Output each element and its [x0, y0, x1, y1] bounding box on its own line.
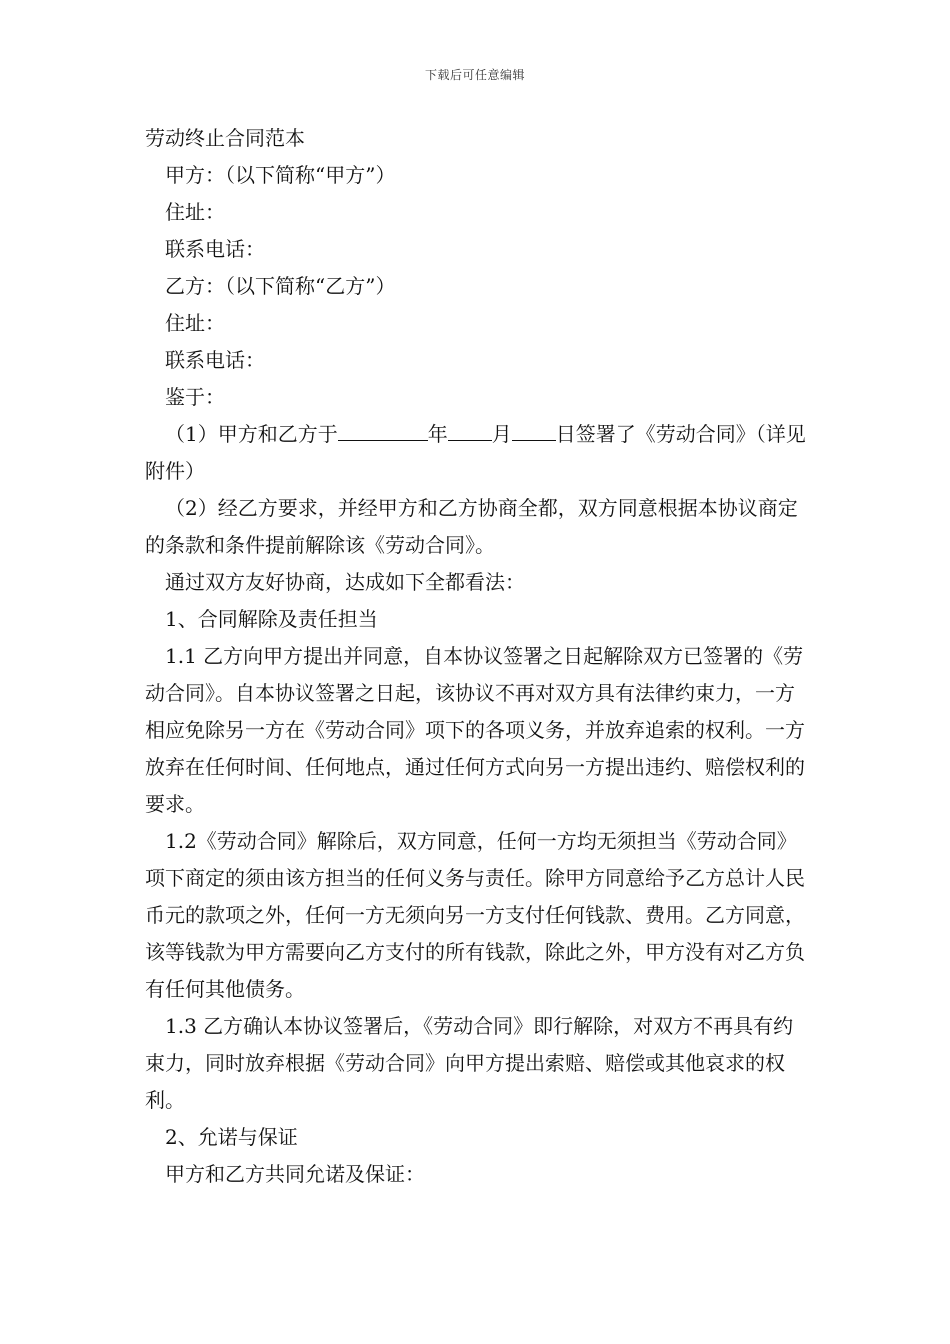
party-a-address: 住址：: [165, 200, 225, 224]
party-b-line: 乙方：（以下简称“乙方”）: [165, 274, 396, 298]
day-blank: [512, 418, 556, 441]
clause-1-month-label: 月: [491, 422, 512, 446]
year-blank: [338, 418, 428, 441]
item-1-1: 1.1 乙方向甲方提出并同意，自本协议签署之日起解除双方已签署的《劳动合同》。自本协议签署之日起，该协议不再对双方具有法律约束力，一方相应免除另一方在《劳动合同》项下的各项义务，并放弃追索的权利。一方放弃在任何时间、任何地点，通过任何方式向另一方提出违约、赔偿权利的要求。: [145, 644, 805, 816]
document-body: [145, 120, 807, 1193]
clause-2: （2）经乙方要求，并经甲方和乙方协商全都，双方同意根据本协议商定的条款和条件提前解除该《劳动合同》。: [145, 496, 798, 557]
clause-1-year-label: 年: [427, 422, 448, 446]
party-b-phone: 联系电话：: [165, 348, 265, 372]
clause-1: [145, 416, 807, 490]
whereas-heading: 鉴于：: [165, 385, 225, 409]
party-a-phone: 联系电话：: [165, 237, 265, 261]
month-blank: [448, 418, 492, 441]
item-1-3: 1.3 乙方确认本协议签署后，《劳动合同》即行解除，对双方不再具有约束力，同时放弃根据《劳动合同》向甲方提出索赔、赔偿或其他哀求的权利。: [145, 1014, 794, 1112]
clause-1-prefix: （1）甲方和乙方于: [165, 422, 338, 446]
section-2-heading: 2、允诺与保证: [165, 1125, 298, 1149]
page-header: 下载后可任意编辑: [424, 68, 525, 82]
party-a-line: 甲方：（以下简称“甲方”）: [165, 163, 396, 187]
agreement-intro: 通过双方友好协商，达成如下全都看法：: [165, 570, 525, 594]
clause-1-suffix: 日签署了《劳动合同》（详见附件）: [145, 422, 806, 483]
section-1-heading: 1、合同解除及责任担当: [165, 607, 378, 631]
section-2-intro: 甲方和乙方共同允诺及保证：: [165, 1162, 425, 1186]
item-1-2: 1.2《劳动合同》解除后，双方同意，任何一方均无须担当《劳动合同》项下商定的须由该方担当的任何义务与责任。除甲方同意给予乙方总计人民币元的款项之外，任何一方无须向另一方支付任何钱款、费用。乙方同意，该等钱款为甲方需要向乙方支付的所有钱款，除此之外，甲方没有对乙方负有任何其他债务。: [145, 829, 805, 1001]
document-title: 劳动终止合同范本: [145, 126, 305, 150]
party-b-address: 住址：: [165, 311, 225, 335]
